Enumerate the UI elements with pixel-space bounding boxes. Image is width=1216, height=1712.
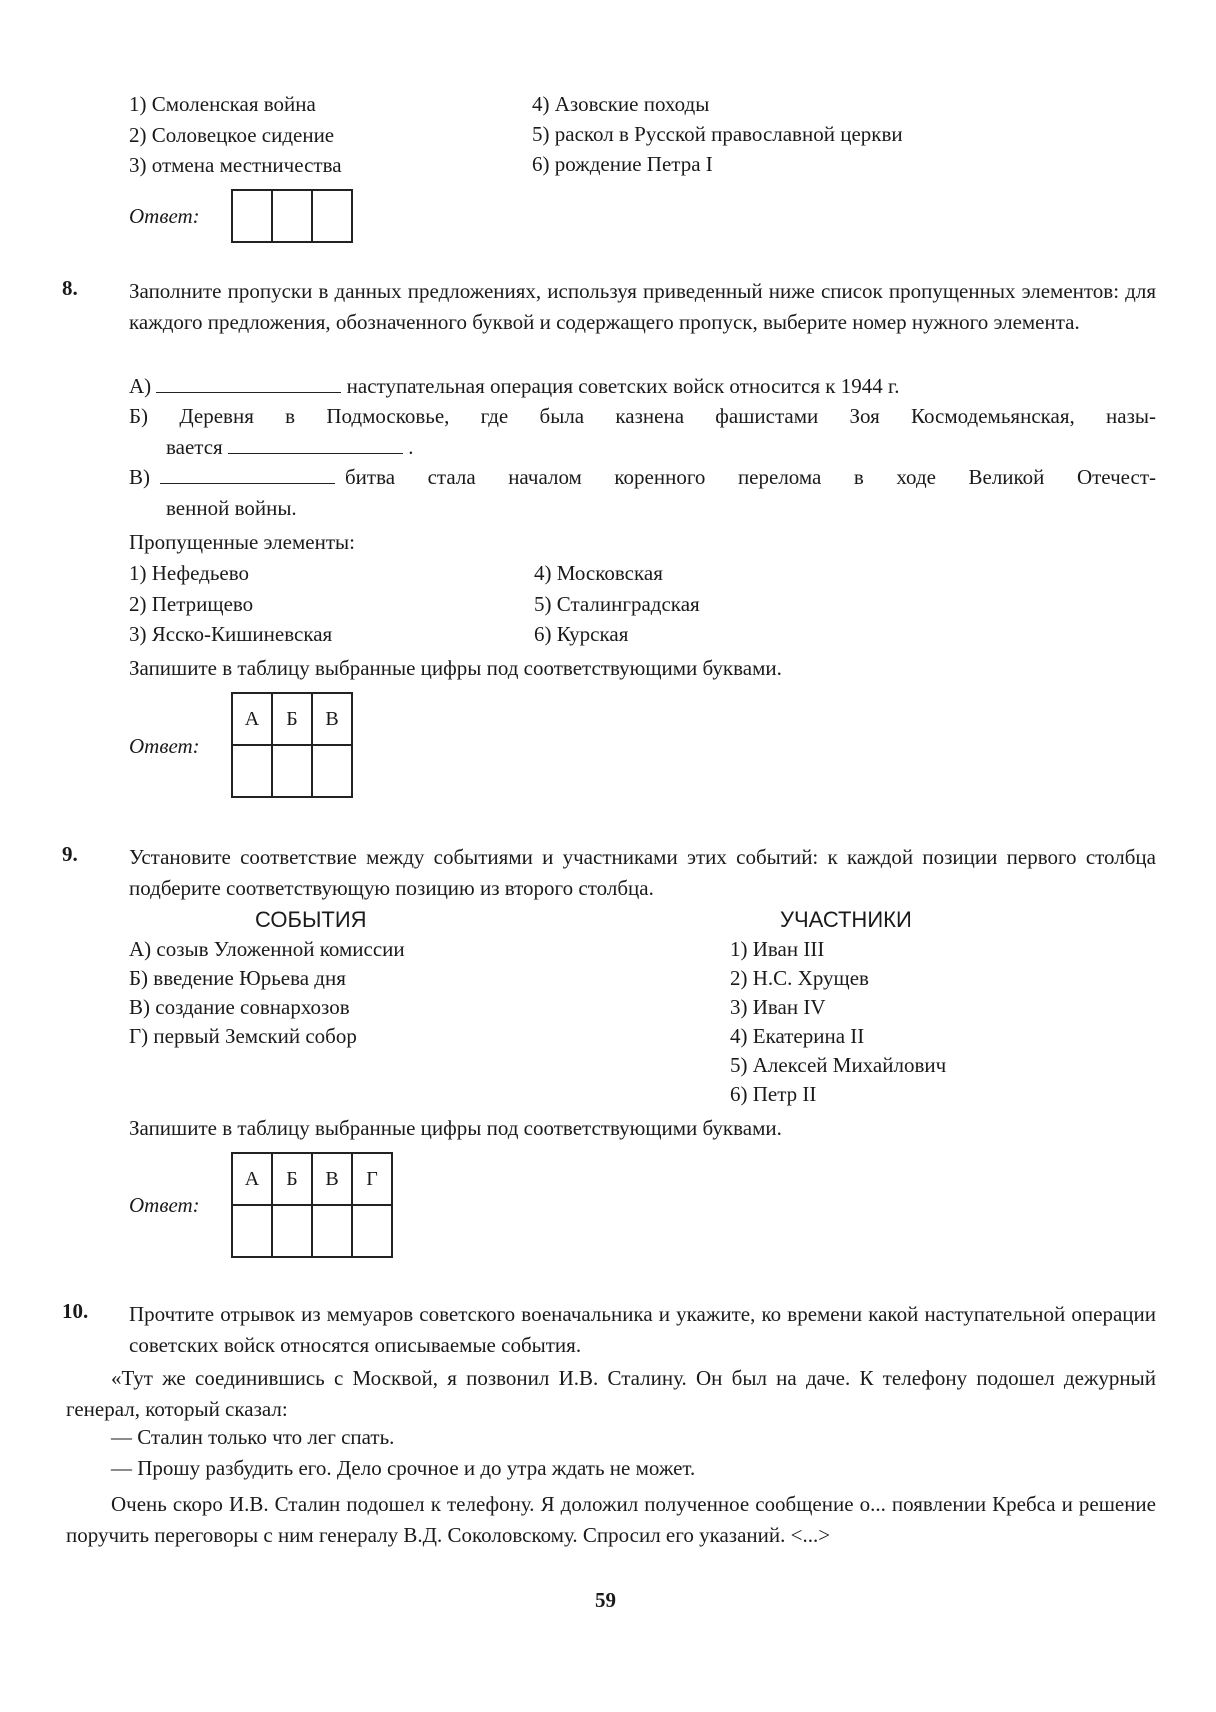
participant-item: 1) Иван III	[730, 937, 825, 961]
question-number: 8.	[62, 276, 78, 300]
participant-item: 5) Алексей Михайлович	[730, 1053, 947, 1077]
element-item: 2) Петрищево	[129, 592, 254, 616]
q8-sentence-b-end	[166, 435, 413, 460]
answer-cell[interactable]	[312, 1205, 352, 1257]
column-letter: А	[232, 693, 272, 745]
participant-item: 2) Н.С. Хрущев	[730, 966, 869, 990]
answer-cell[interactable]	[272, 745, 312, 797]
sentence-text: наступательная операция советских войск относится к 1944 г.	[346, 374, 900, 398]
blank-b	[228, 435, 403, 454]
answer-cell[interactable]	[312, 745, 352, 797]
answer-cell[interactable]	[232, 190, 272, 242]
participant-item: 3) Иван IV	[730, 995, 826, 1019]
participant-item: 4) Екатерина II	[730, 1024, 865, 1048]
event-item: В) создание совнархозов	[129, 995, 350, 1019]
column-letter: В	[312, 1153, 352, 1205]
sentence-text: венной войны.	[166, 496, 297, 520]
sentence-text: вается	[166, 435, 223, 459]
q8-prompt: Заполните пропуски в данных предложениях, используя приведенный ниже список пропущенных элементов: для каждого предложения, обозначенного буквой и содержащего пропуск, выберите номер нужного элемента.	[129, 279, 1156, 334]
instruction: Запишите в таблицу выбранные цифры под соответствующими буквами.	[129, 656, 782, 680]
memoir-paragraph: — Сталин только что лег спать.	[111, 1425, 395, 1449]
event-item: А) созыв Уложенной комиссии	[129, 937, 405, 961]
question-number: 10.	[62, 1299, 89, 1323]
element-item: 1) Нефедьево	[129, 561, 249, 585]
q8-answer-table[interactable]	[231, 692, 353, 798]
q9-prompt: Установите соответствие между событиями и участниками этих событий: к каждой позиции первого столбца подберите соответствующую позицию из второго столбца.	[129, 845, 1156, 900]
q7-option: 6) рождение Петра I	[532, 152, 713, 176]
q7-option: 3) отмена местничества	[129, 153, 342, 177]
answer-cell[interactable]	[352, 1205, 392, 1257]
blank-v	[160, 465, 335, 484]
q9-answer-table[interactable]	[231, 1152, 393, 1258]
answer-cell[interactable]	[272, 1205, 312, 1257]
answer-label: Ответ:	[129, 204, 200, 228]
page-number: 59	[595, 1588, 616, 1612]
answer-label: Ответ:	[129, 1193, 200, 1217]
question-number: 9.	[62, 842, 78, 866]
element-item: 4) Московская	[534, 561, 663, 585]
event-item: Г) первый Земский собор	[129, 1024, 357, 1048]
q7-answer-table[interactable]	[231, 189, 353, 243]
memoir-paragraph: «Тут же соединившись с Москвой, я позвонил И.В. Сталину. Он был на даче. К телефону подошел дежурный генерал, который сказал:	[66, 1366, 1156, 1421]
q8-sentence-a	[129, 374, 900, 399]
memoir-paragraph: — Прошу разбудить его. Дело срочное и до утра ждать не может.	[111, 1456, 696, 1480]
q7-option: 5) раскол в Русской православной церкви	[532, 122, 903, 146]
element-item: 3) Ясско-Кишиневская	[129, 622, 333, 646]
column-letter: Г	[352, 1153, 392, 1205]
q10-prompt: Прочтите отрывок из мемуаров советского военачальника и укажите, ко времени какой наступательной операции советских войск относятся описываемые события.	[129, 1302, 1156, 1357]
column-title-participants: УЧАСТНИКИ	[780, 907, 912, 932]
column-letter: А	[232, 1153, 272, 1205]
column-letter: В	[312, 693, 352, 745]
q8-sentence-v	[129, 465, 1156, 490]
element-item: 6) Курская	[534, 622, 629, 646]
answer-label: Ответ:	[129, 734, 200, 758]
column-letter: Б	[272, 1153, 312, 1205]
answer-cell[interactable]	[232, 1205, 272, 1257]
missing-elements-title: Пропущенные элементы:	[129, 530, 355, 554]
column-title-events: СОБЫТИЯ	[255, 907, 367, 932]
event-item: Б) введение Юрьева дня	[129, 966, 346, 990]
answer-cell[interactable]	[272, 190, 312, 242]
instruction: Запишите в таблицу выбранные цифры под соответствующими буквами.	[129, 1116, 782, 1140]
sentence-label: А)	[129, 374, 152, 398]
sentence-label: В)	[129, 465, 150, 489]
sentence-text: битва стала началом коренного перелома в ходе Великой Отечест-	[345, 465, 1156, 489]
sentence-text: .	[408, 435, 414, 459]
blank-a	[156, 374, 341, 393]
answer-cell[interactable]	[232, 745, 272, 797]
element-item: 5) Сталинградская	[534, 592, 700, 616]
answer-cell[interactable]	[312, 190, 352, 242]
memoir-paragraph: Очень скоро И.В. Сталин подошел к телефону. Я доложил полученное сообщение о... появлении Кребса и решение поручить переговоры с ним генералу В.Д. Соколовскому. Спросил его указаний. <...>	[66, 1492, 1156, 1547]
q7-option: 4) Азовские походы	[532, 92, 710, 116]
participant-item: 6) Петр II	[730, 1082, 817, 1106]
q7-option: 2) Соловецкое сидение	[129, 123, 335, 147]
q7-option: 1) Смоленская война	[129, 92, 316, 116]
q8-sentence-b: Б) Деревня в Подмосковье, где была казнена фашистами Зоя Космодемьянская, назы-	[129, 404, 1156, 428]
column-letter: Б	[272, 693, 312, 745]
